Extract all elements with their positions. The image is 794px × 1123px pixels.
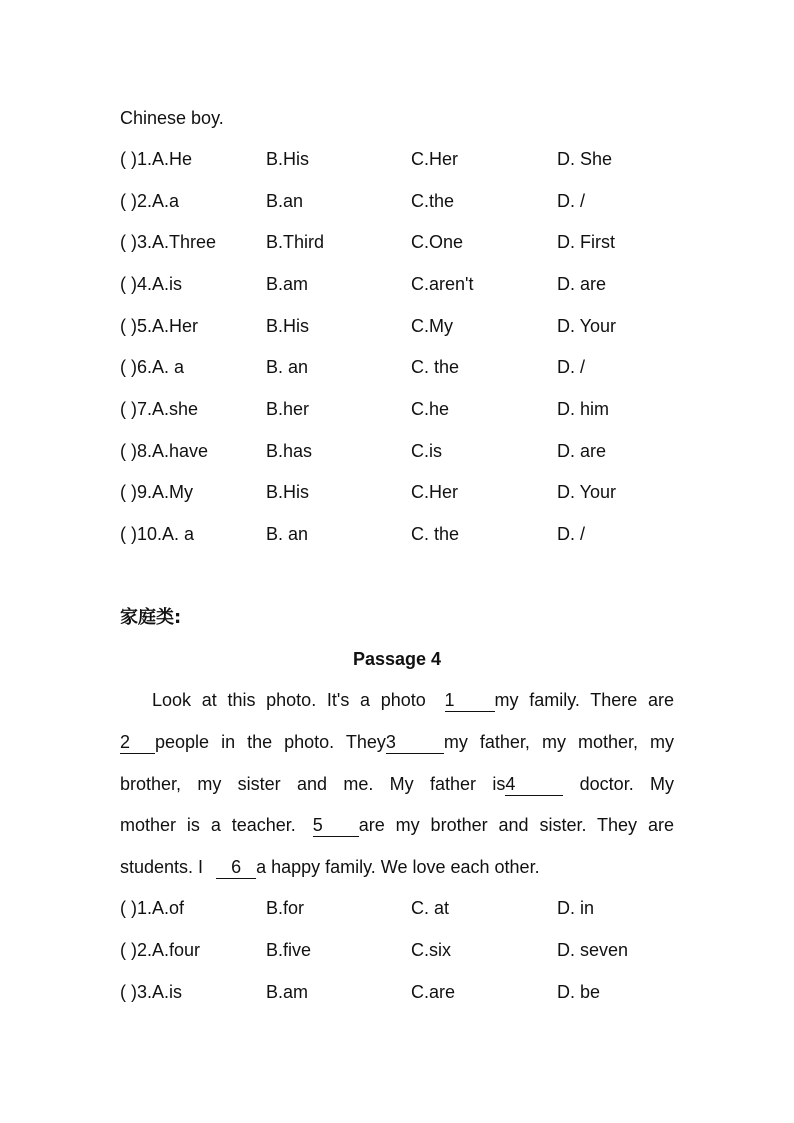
option-c: C. the [411,524,460,544]
question-number-option-a: ( )2.A.four [120,940,201,960]
intro-tail: Chinese boy. [120,108,224,128]
question-row [120,938,680,962]
question-row [120,314,680,338]
question-number-option-a: ( )1.A.of [120,898,185,918]
option-c: C.Her [411,149,459,169]
question-number-option-a: ( )9.A.My [120,482,194,502]
option-b: B. an [266,357,309,377]
option-c: C.My [411,316,453,336]
option-d: D. Your [557,316,617,336]
blank-5: 5 [313,815,359,837]
question-number-option-a: ( )2.A.a [120,191,180,211]
option-c: C.One [411,232,464,252]
question-row [120,896,680,920]
option-b: B.His [266,482,310,502]
option-d: D. be [557,982,601,1002]
question-row [120,355,680,379]
question-row [120,230,680,254]
option-d: D. First [557,232,615,252]
option-b: B.her [266,399,310,419]
question-number-option-a: ( )5.A.Her [120,316,199,336]
option-d: D. in [557,898,595,918]
option-d: D. seven [557,940,629,960]
option-b: B.His [266,316,310,336]
question-number-option-a: ( )4.A.is [120,274,183,294]
blank-2: 2 [120,732,155,754]
option-c: C.are [411,982,456,1002]
option-b: B.has [266,441,313,461]
option-b: B.five [266,940,312,960]
option-b: B.am [266,274,309,294]
option-d: D. / [557,524,586,544]
blank-4: 4 [505,774,563,796]
question-row [120,522,680,546]
question-row [120,397,680,421]
option-d: D. him [557,399,610,419]
question-row [120,439,680,463]
blank-3: 3 [386,732,444,754]
question-row [120,147,680,171]
question-row [120,272,680,296]
question-row [120,189,680,213]
blank-6: 6 [216,857,256,879]
option-b: B.Third [266,232,325,252]
passage-line: students. I 6 a happy family. We love each other. [120,857,540,877]
section-title: 家庭类: [120,607,182,628]
passage-line: Look at this photo. It's a photo 1 my family. There are [152,690,674,710]
option-d: D. She [557,149,613,169]
option-b: B.for [266,898,305,918]
option-c: C.six [411,940,451,960]
option-d: D. / [557,357,586,377]
option-c: C.Her [411,482,459,502]
option-b: B.am [266,982,309,1002]
question-row [120,980,680,1004]
question-number-option-a: ( )1.A.He [120,149,193,169]
option-d: D. are [557,274,607,294]
passage-title: Passage 4 [352,649,442,669]
passage-line: 2 people in the photo. They3 my father, my mother, my [120,732,674,752]
option-d: D. are [557,441,607,461]
option-c: C.he [411,399,450,419]
question-number-option-a: ( )6.A. a [120,357,185,377]
option-c: C.aren't [411,274,474,294]
blank-1: 1 [445,690,495,712]
option-d: D. Your [557,482,617,502]
question-number-option-a: ( )7.A.she [120,399,199,419]
passage-line: brother, my sister and me. My father is4 doctor. My [120,774,675,794]
option-b: B. an [266,524,309,544]
passage-line: mother is a teacher. 5 are my brother and sister. They are [120,815,674,835]
option-b: B.an [266,191,304,211]
question-row [120,480,680,504]
question-number-option-a: ( )10.A. a [120,524,195,544]
option-c: C. at [411,898,450,918]
option-b: B.His [266,149,310,169]
question-number-option-a: ( )3.A.is [120,982,183,1002]
option-c: C.the [411,191,455,211]
option-c: C. the [411,357,460,377]
option-d: D. / [557,191,586,211]
option-c: C.is [411,441,442,461]
question-number-option-a: ( )3.A.Three [120,232,217,252]
question-number-option-a: ( )8.A.have [120,441,209,461]
